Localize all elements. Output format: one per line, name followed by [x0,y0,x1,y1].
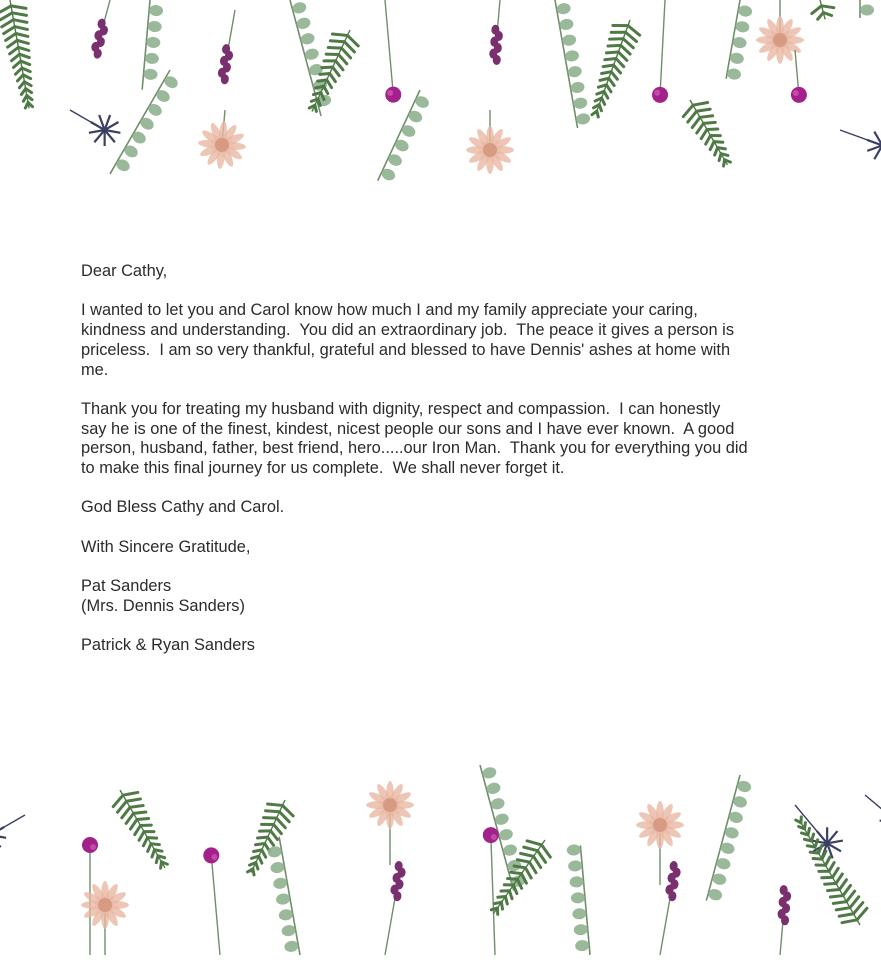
fern-frond [809,0,836,22]
protea-flower [756,0,804,64]
thistle-flower [855,783,881,843]
letter-body [81,262,811,676]
eucalyptus-sprig [726,0,754,81]
eucalyptus-sprig [265,837,300,958]
eucalyptus-sprig [860,0,874,18]
protea-flower [81,881,129,955]
thistle-flower [62,96,125,151]
signature [81,577,811,616]
magenta-flower [203,847,228,956]
closing: With Sincere Gratitude, [81,537,251,556]
eucalyptus-sprig [142,0,164,91]
eucalyptus-sprig [378,90,433,187]
lavender-spike [654,860,682,956]
sons-signature: Patrick & Ryan Sanders [81,636,255,655]
protea-flower [196,108,249,171]
eucalyptus-sprig [480,761,527,890]
magenta-flower [82,837,98,955]
fern-frond [678,93,740,172]
fern-frond [582,15,644,121]
bottom-floral-border [0,745,881,963]
thistle-flower [783,795,849,865]
paragraph-appreciation: I wanted to let you and Carol know how much I and my family appreciate your caring, kindness and understanding. You did an extraordinary job. The peace it gives a person is priceless. I am so very thankful, grateful and blessed to have Dennis' ashes at home with me. [81,301,735,379]
signature-alias: (Mrs. Dennis Sanders) [81,596,245,615]
fern-frond [786,811,872,932]
protea-flower [636,801,684,885]
thistle-flower [0,801,33,856]
eucalyptus-sprig [566,844,590,956]
thistle-flower [835,115,881,165]
blessing: God Bless Cathy and Carol. [81,498,285,517]
lavender-spike [379,860,407,956]
fern-frond [238,794,298,879]
eucalyptus-sprig [706,775,753,904]
lavender-spike [488,0,506,65]
lavender-spike [89,0,116,60]
protea-flower [466,110,514,174]
fern-frond [482,832,557,922]
eucalyptus-sprig [290,0,335,116]
paragraph-thanks: Thank you for treating my husband with dignity, respect and compassion. I can honestly say he is one of the finest, kindest, nicest people our sons and I have ever known. A good person, husband, father, best friend, hero.....our Iron Man. Thank you for everything you did to make this final journey for us complete. We shall never forget it. [81,399,748,477]
fern-frond [108,783,178,875]
protea-flower [366,781,414,865]
magenta-flower [377,0,402,103]
lavender-spike [216,9,241,85]
magenta-flower [652,0,673,103]
top-floral-border [0,0,881,215]
fern-frond [299,24,363,118]
eucalyptus-sprig [555,0,591,128]
fern-frond [0,0,43,111]
eucalyptus-sprig [110,70,182,181]
greeting: Dear Cathy, [81,262,168,280]
lavender-spike [774,885,792,956]
signature-name: Pat Sanders [81,577,172,596]
magenta-flower [787,49,808,103]
magenta-flower [483,827,503,955]
